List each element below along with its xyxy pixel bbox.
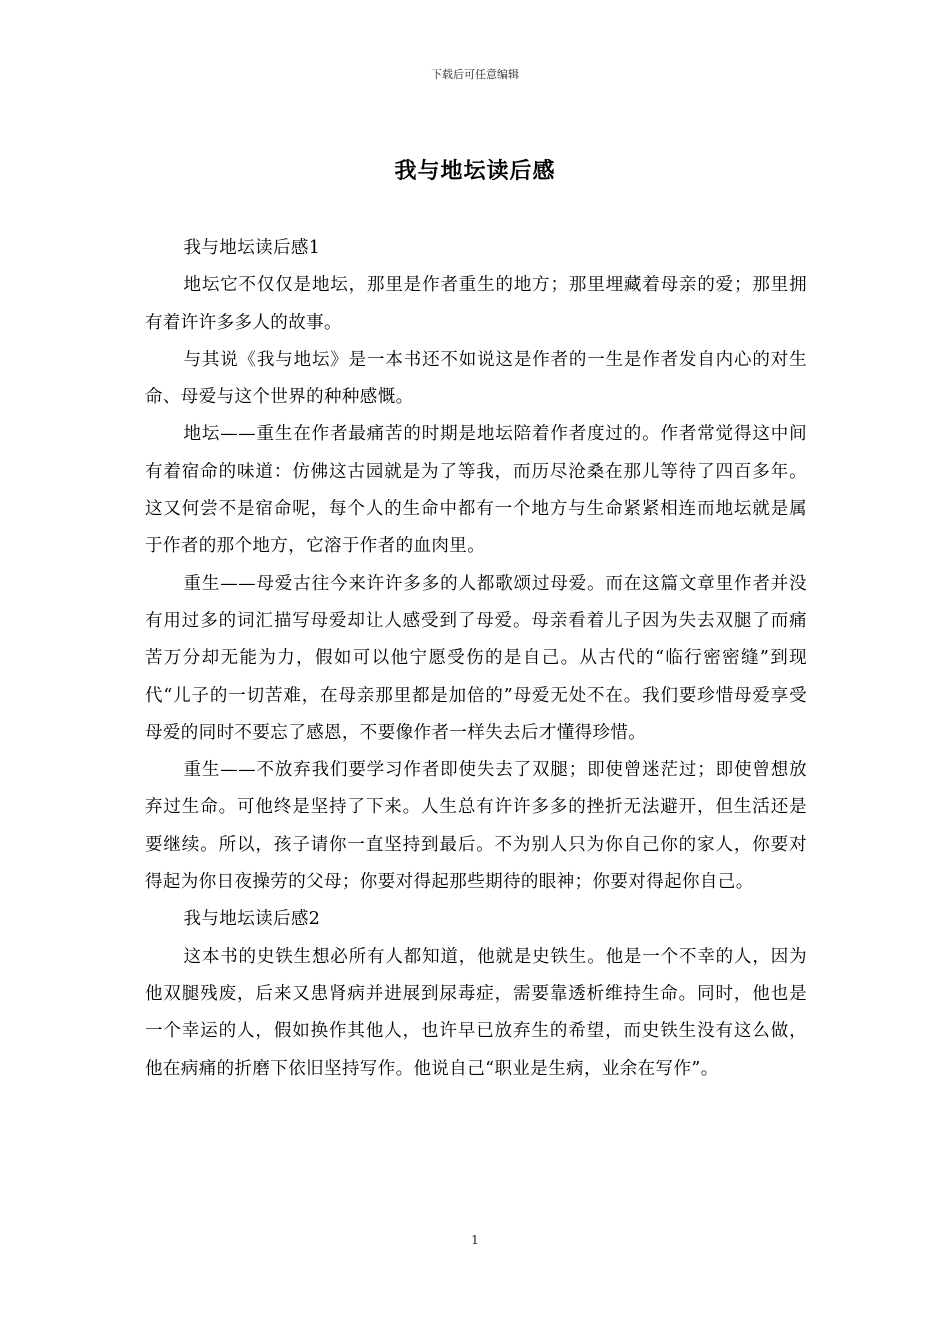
paragraph: 重生——不放弃我们要学习作者即使失去了双腿；即使曾迷茫过；即使曾想放弃过生命。可他终是坚持了下来。人生总有许许多多的挫折无法避开，但生活还是要继续。所以，孩子请你一直坚持到最后。不为别人只为你自己你的家人，你要对得起为你日夜操劳的父母；你要对得起那些期待的眼神；你要对得起你自己。 xyxy=(145,760,807,893)
document-body xyxy=(145,230,807,1088)
section-heading: 我与地坛读后感1 xyxy=(183,238,321,258)
paragraph: 与其说《我与地坛》是一本书还不如说这是作者的一生是作者发自内心的对生命、母爱与这个世界的种种感慨。 xyxy=(145,349,807,408)
page-number: 1 xyxy=(471,1233,479,1247)
header-note: 下载后可任意编辑 xyxy=(431,68,519,81)
paragraph: 重生——母爱古往今来许许多多的人都歌颂过母爱。而在这篇文章里作者并没有用过多的词汇描写母爱却让人感受到了母爱。母亲看着儿子因为失去双腿了而痛苦万分却无能为力，假如可以他宁愿受伤的是自己。从古代的“临行密密缝”到现代“儿子的一切苦难，在母亲那里都是加倍的”母爱无处不在。我们要珍惜母爱享受母爱的同时不要忘了感恩，不要像作者一样失去后才懂得珍惜。 xyxy=(145,573,807,743)
paragraph: 地坛——重生在作者最痛苦的时期是地坛陪着作者度过的。作者常觉得这中间有着宿命的味道：仿佛这古园就是为了等我，而历尽沧桑在那儿等待了四百多年。这又何尝不是宿命呢，每个人的生命中都有一个地方与生命紧紧相连而地坛就是属于作者的那个地方，它溶于作者的血肉里。 xyxy=(145,424,807,557)
section-heading: 我与地坛读后感2 xyxy=(183,909,321,930)
document-title: 我与地坛读后感 xyxy=(394,158,556,184)
paragraph: 地坛它不仅仅是地坛，那里是作者重生的地方；那里埋藏着母亲的爱；那里拥有着许许多多人的故事。 xyxy=(145,275,807,333)
paragraph: 这本书的史铁生想必所有人都知道，他就是史铁生。他是一个不幸的人，因为他双腿残废，后来又患肾病并进展到尿毒症，需要靠透析维持生命。同时，他也是一个幸运的人，假如换作其他人，也许早已放弃生的希望，而史铁生没有这么做，他在病痛的折磨下依旧坚持写作。他说自己“职业是生病，业余在写作”。 xyxy=(145,946,807,1079)
